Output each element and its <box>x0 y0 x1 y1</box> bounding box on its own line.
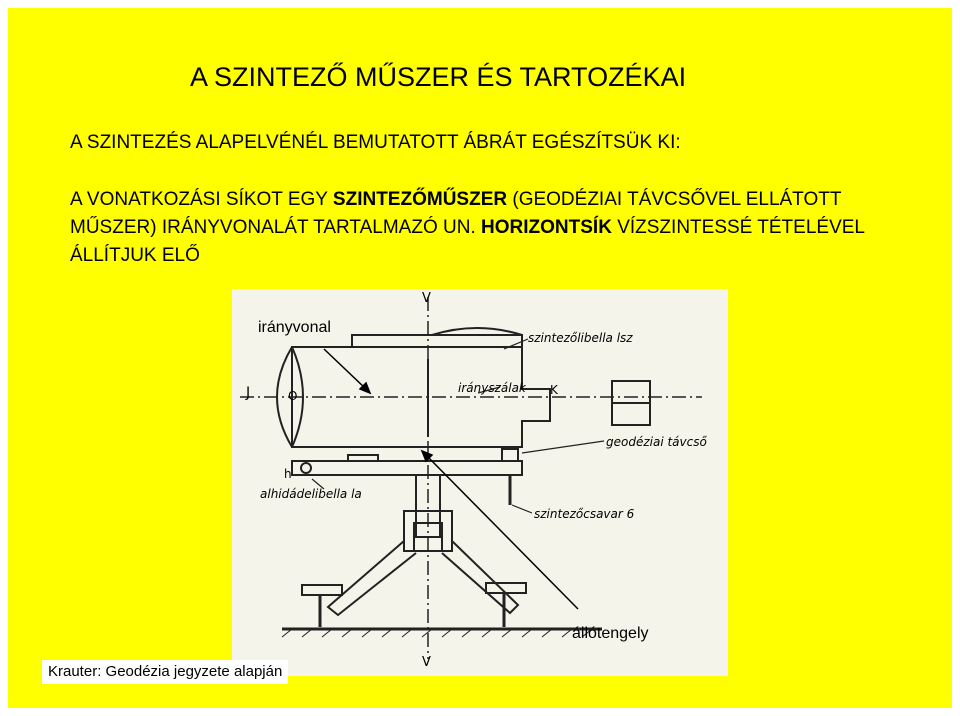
instrument-drawing <box>232 289 728 676</box>
hw-geodeziai-tavcso: geodéziai távcső <box>606 435 707 449</box>
para-bold-szintezomuszer: SZINTEZŐMŰSZER <box>332 189 508 210</box>
hw-j: J <box>246 385 251 401</box>
hw-iranyszalak: irányszálak <box>458 381 526 395</box>
source-credit: Krauter: Geodézia jegyzete alapján <box>42 660 288 684</box>
hw-o: O <box>288 389 298 403</box>
para-bold-horizontsik: HORIZONTSÍK <box>481 217 612 238</box>
label-iranyvonal: irányvonal <box>258 319 331 336</box>
iranyvonal-arrow <box>324 349 366 389</box>
hw-h: h <box>284 467 292 481</box>
hw-alhidadelibella: alhidádelibella la <box>260 487 362 501</box>
slide-title: A SZINTEZŐ MŰSZER ÉS TARTOZÉKAI <box>190 62 687 92</box>
hw-szintezolibella: szintezőlibella lsz <box>528 331 633 345</box>
tribrach-left-leg <box>328 541 416 615</box>
definition-paragraph <box>70 186 930 270</box>
level-instrument-diagram <box>232 289 728 676</box>
para-text-3: VÍZSZINTESSÉ TÉTELÉVEL ÁLLÍTJUK ELŐ <box>70 217 865 266</box>
base-plate <box>292 461 522 475</box>
allotengely-arrow <box>426 455 578 609</box>
instruction-line: A SZINTEZÉS ALAPELVÉNÉL BEMUTATOTT ÁBRÁT EGÉSZÍTSÜK KI: <box>70 132 681 153</box>
label-allotengely: állótengely <box>572 625 649 642</box>
spirit-level <box>352 335 522 347</box>
hw-szintezocsavar: szintezőcsavar 6 <box>534 507 635 521</box>
hw-v-bottom: V <box>422 655 431 670</box>
hw-k: K <box>550 383 558 397</box>
para-text-1: A VONATKOZÁSI SÍKOT EGY <box>70 189 333 210</box>
para-text-2: (GEODÉZIAI TÁVCSŐVEL ELLÁTOTT MŰSZER) IRÁNYVONALÁT TARTALMAZÓ UN. <box>70 189 842 238</box>
tribrach-right-leg <box>442 541 518 613</box>
hw-v-top: V <box>422 291 431 306</box>
